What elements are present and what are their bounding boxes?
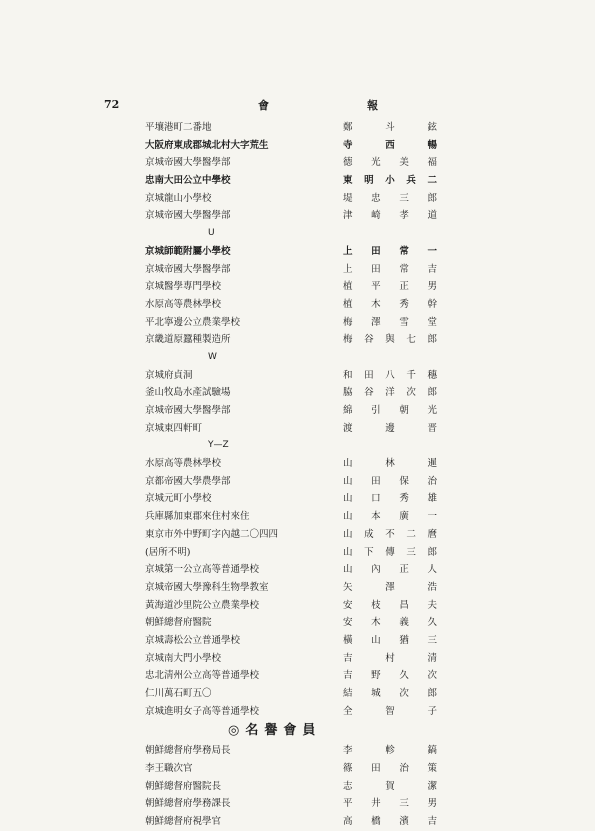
member-row [0, 597, 595, 615]
member-address: 仁川萬石町五〇 [145, 688, 212, 699]
member-name: 矢 澤 浩 [343, 581, 437, 593]
member-row [0, 420, 595, 438]
member-row [0, 685, 595, 703]
member-name: 梅 谷 與 七 郎 [343, 334, 437, 346]
member-address: 兵庫縣加東郡來住村來住 [145, 511, 250, 523]
member-name: 梅 澤 雪 堂 [343, 316, 437, 328]
member-row [0, 119, 595, 137]
member-address: 朝鮮總督府醫院 [145, 617, 212, 629]
member-name: 上 田 常 一 [343, 245, 437, 257]
member-name: 安 木 義 久 [343, 617, 437, 629]
member-row [0, 526, 595, 544]
member-name: 橫 山 猶 三 [343, 634, 437, 646]
member-address: 京城帝國大學醫學部 [145, 210, 231, 222]
member-row [0, 137, 595, 155]
member-address: 大阪府東成郡城北村大字荒生 [145, 139, 269, 151]
member-address: 朝鮮總督府視學官 [145, 816, 222, 828]
member-name: 山 成 不 二 麿 [343, 528, 437, 540]
member-row [0, 402, 595, 420]
member-row [0, 795, 595, 813]
member-row [0, 632, 595, 650]
member-name: 志 賀 潔 [343, 780, 437, 792]
member-name: 東 明 小 兵 二 [343, 175, 437, 187]
member-address: 釜山牧島水產試驗場 [145, 387, 231, 399]
member-row [0, 331, 595, 349]
member-row [0, 261, 595, 279]
member-row [0, 544, 595, 562]
member-address: 京城南大門小學校 [145, 652, 222, 664]
member-name: 李 軫 鎬 [343, 745, 437, 757]
member-name: 山 田 保 治 [343, 475, 437, 487]
member-address: 京畿道原蠶種製造所 [145, 334, 231, 346]
member-name: 吉 野 久 次 [343, 670, 437, 682]
member-name: 平 井 三 男 [343, 798, 437, 810]
member-name: 渡 邊 晋 [343, 422, 437, 434]
member-name: 脇 谷 洋 次 郎 [343, 387, 437, 399]
member-name: 植 木 秀 幹 [343, 298, 437, 310]
member-name: 堤 忠 三 郎 [343, 192, 437, 204]
member-address: 京城帝國大學豫科生物學教室 [145, 581, 269, 593]
member-row [0, 579, 595, 597]
member-row [0, 667, 595, 685]
header-char: 報 [367, 99, 378, 112]
member-row [0, 190, 595, 208]
member-row [0, 243, 595, 261]
member-row [0, 760, 595, 778]
member-name: 高 橋 濱 吉 [343, 816, 437, 828]
member-name: 山 本 廣 一 [343, 511, 437, 523]
member-address: 朝鮮總督府學務課長 [145, 798, 231, 810]
member-address: 京城醫學專門學校 [145, 281, 222, 293]
member-address: (居所不明) [145, 546, 191, 558]
member-row [0, 367, 595, 385]
member-address: 忠北淸州公立高等普通學校 [145, 670, 260, 682]
member-name: 安 枝 昌 夫 [343, 599, 437, 611]
member-row [0, 314, 595, 332]
member-address: 忠南大田公立中學校 [145, 175, 231, 187]
section-title: ◎名譽會員 [228, 723, 322, 739]
member-row [0, 614, 595, 632]
member-row [0, 778, 595, 796]
member-name: 德 光 美 福 [343, 157, 437, 169]
member-row [0, 703, 595, 721]
member-row [0, 650, 595, 668]
member-address: 水原高等農林學校 [145, 458, 222, 470]
member-row [0, 473, 595, 491]
alphabet-divider [0, 349, 595, 367]
member-row [0, 455, 595, 473]
member-row [0, 508, 595, 526]
member-row [0, 296, 595, 314]
member-row [0, 561, 595, 579]
member-row [0, 742, 595, 760]
member-name: 津 崎 孝 道 [343, 210, 437, 222]
member-address: 京城進明女子高等普通學校 [145, 705, 260, 717]
member-name: 山 內 正 人 [343, 564, 437, 576]
member-row [0, 154, 595, 172]
member-address: 李王職次官 [145, 763, 193, 775]
member-address: 京城第一公立高等普通學校 [145, 564, 260, 576]
member-name: 結 城 次 郎 [343, 688, 437, 699]
member-row [0, 490, 595, 508]
alphabet-letter: Y—Z [208, 440, 229, 451]
member-address: 京城師範附屬小學校 [145, 245, 231, 257]
member-name: 山 下 傳 三 郎 [343, 546, 437, 558]
member-name: 寺 西 暢 [343, 139, 437, 151]
member-list [0, 119, 595, 831]
header-char: 會 [258, 99, 269, 112]
alphabet-letter: W [208, 351, 217, 362]
member-row [0, 207, 595, 225]
member-address: 京城東四軒町 [145, 422, 203, 434]
page-number: 72 [104, 98, 120, 111]
member-row [0, 172, 595, 190]
alphabet-divider [0, 225, 595, 243]
member-name: 山 口 秀 雄 [343, 493, 437, 505]
member-address: 京城帝國大學醫學部 [145, 405, 231, 416]
member-address: 東京市外中野町字內越二〇四四 [145, 528, 279, 540]
member-address: 黃海道沙里院公立農業學校 [145, 599, 260, 611]
member-row [0, 384, 595, 402]
alphabet-letter: U [208, 228, 215, 239]
member-name: 鄭 斗 鉉 [343, 122, 437, 133]
alphabet-divider [0, 437, 595, 455]
member-address: 京城龍山小學校 [145, 192, 212, 204]
member-address: 京城帝國大學醫學部 [145, 157, 231, 169]
member-address: 京城帝國大學醫學部 [145, 263, 231, 275]
member-row [0, 278, 595, 296]
member-name: 篠 田 治 策 [343, 763, 437, 775]
member-name: 山 林 暹 [343, 458, 437, 470]
section-heading [0, 720, 595, 742]
member-name: 綿 引 朝 光 [343, 405, 437, 416]
member-name: 上 田 常 吉 [343, 263, 437, 275]
member-address: 朝鮮總督府學務局長 [145, 745, 231, 757]
member-address: 水原高等農林學校 [145, 298, 222, 310]
member-address: 平壤港町二番地 [145, 122, 212, 133]
member-address: 京都帝國大學農學部 [145, 475, 231, 487]
member-name: 吉 村 清 [343, 652, 437, 664]
member-address: 平北寧邊公立農業學校 [145, 316, 241, 328]
member-name: 和 田 八 千 穗 [343, 369, 437, 381]
member-address: 京城府貞洞 [145, 369, 193, 381]
member-address: 京城元町小學校 [145, 493, 212, 505]
member-name: 植 平 正 男 [343, 281, 437, 293]
member-name: 全 智 子 [343, 705, 437, 717]
running-header [258, 97, 378, 113]
member-row [0, 813, 595, 831]
member-address: 京城壽松公立普通學校 [145, 634, 241, 646]
member-address: 朝鮮總督府醫院長 [145, 780, 222, 792]
